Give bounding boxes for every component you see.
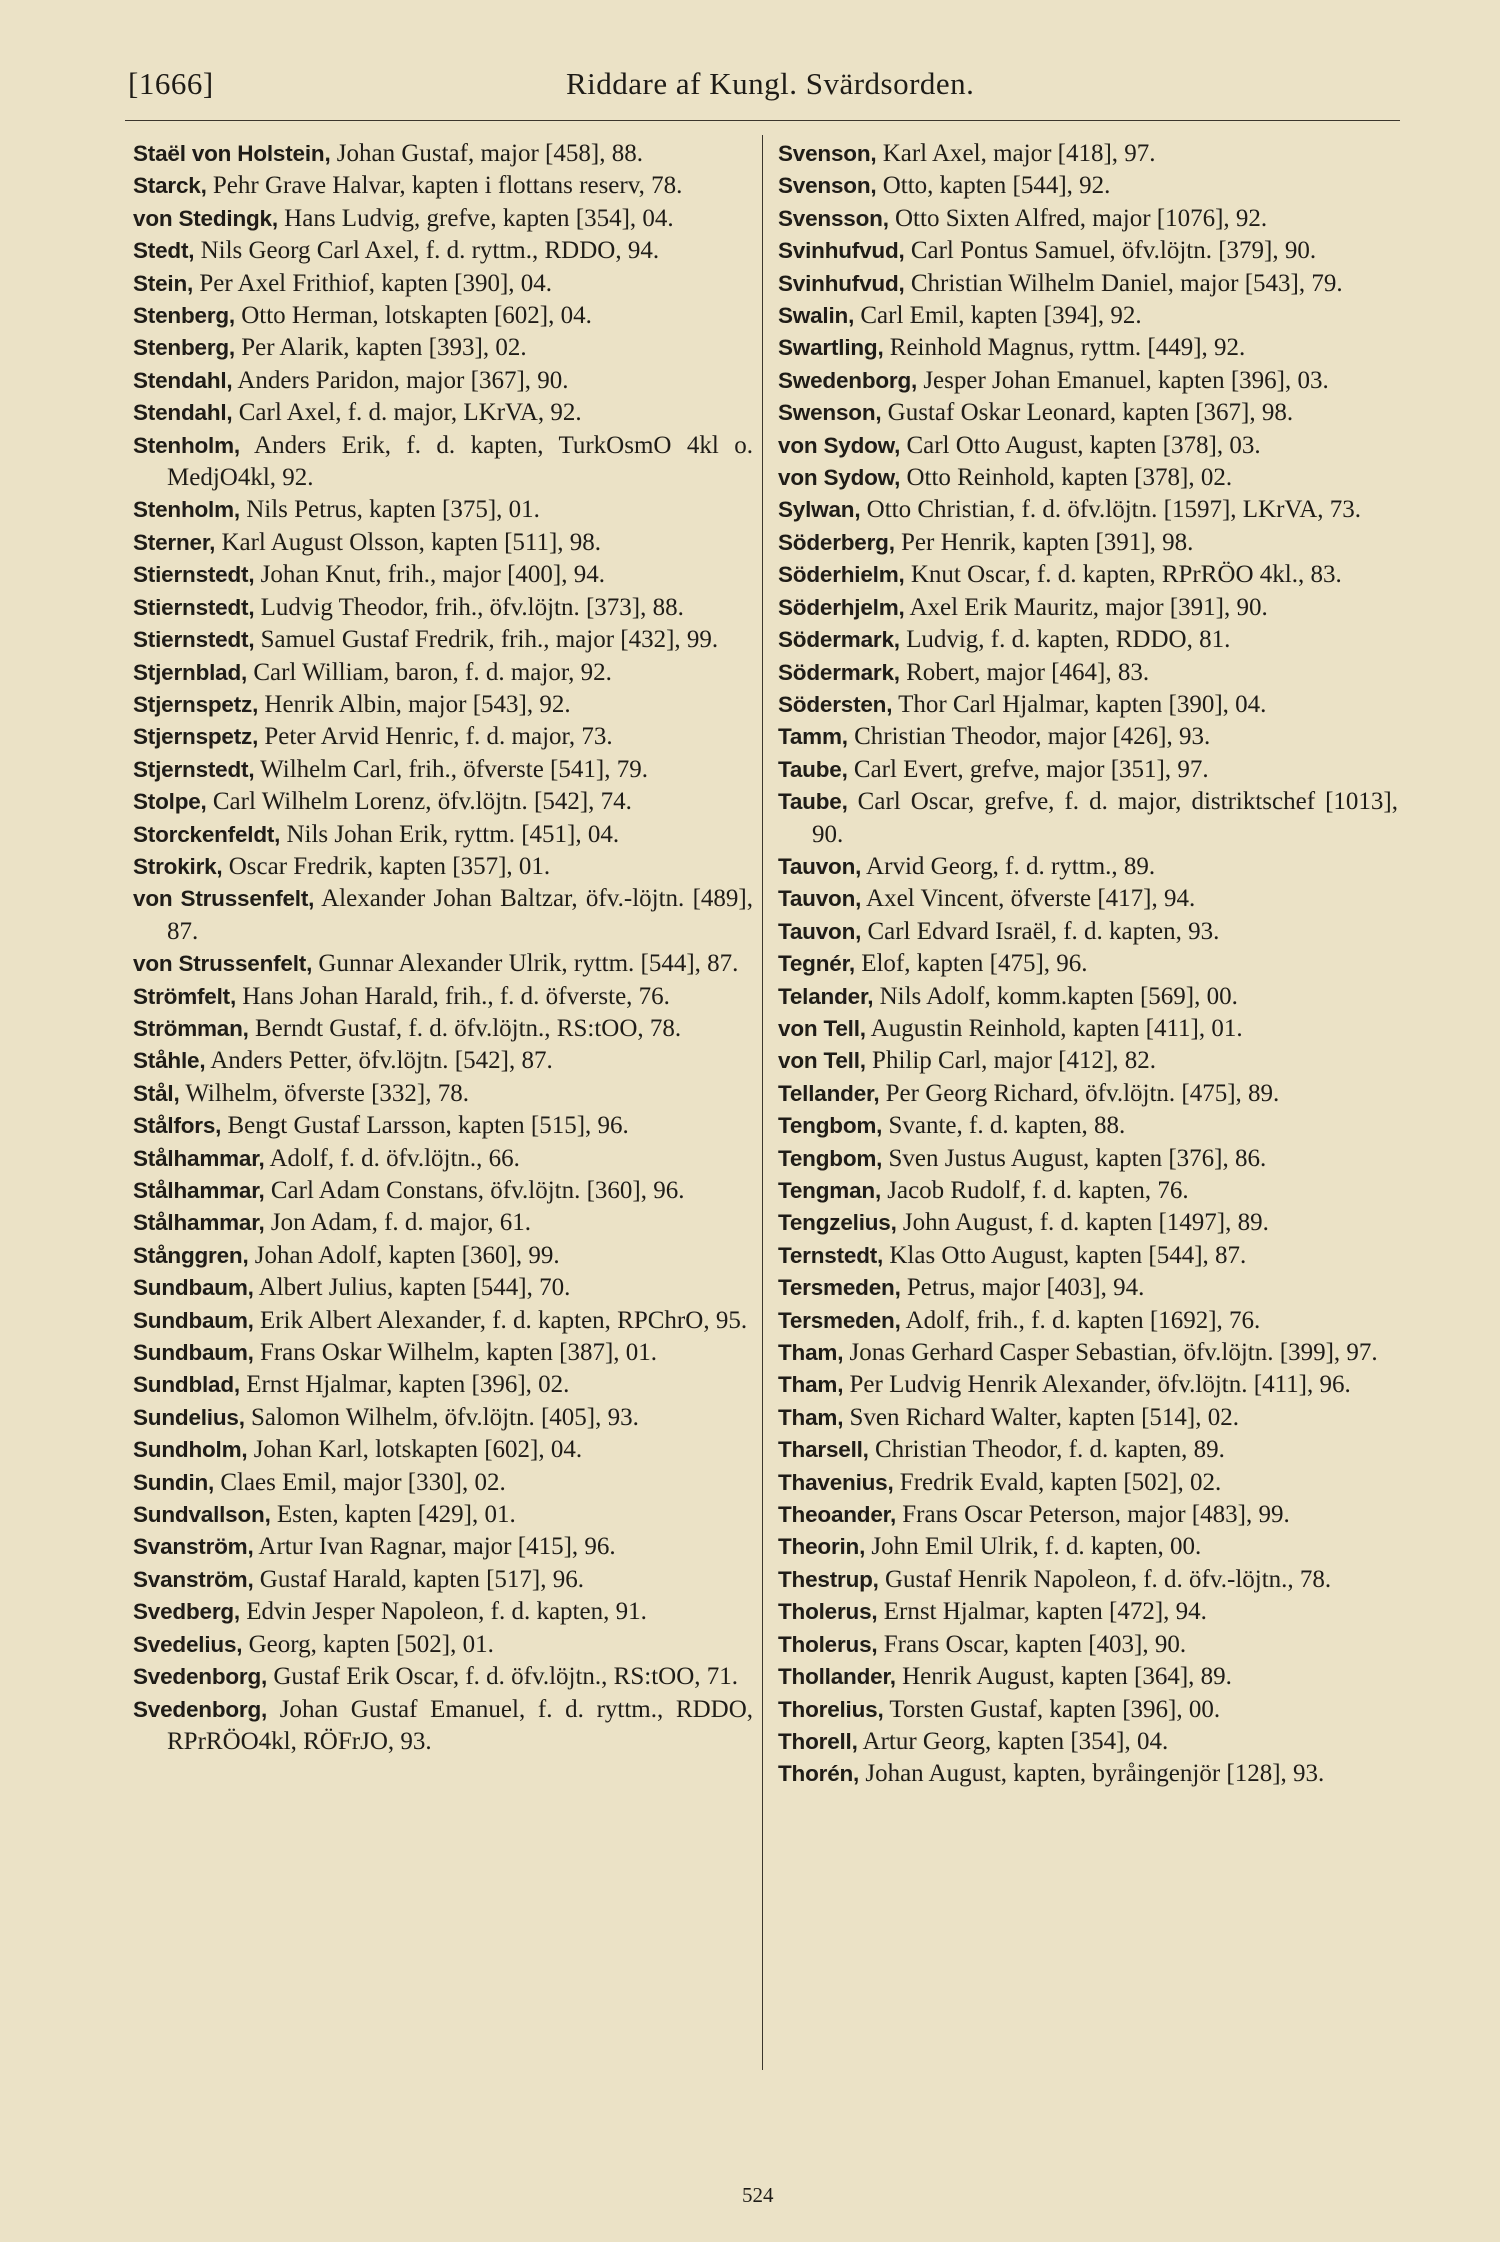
entry-surname: Stein, [133, 270, 194, 296]
entry-surname: Swenson, [778, 400, 882, 426]
entry-surname: Stenberg, [133, 335, 235, 361]
entry-surname: Svedelius, [133, 1631, 243, 1657]
entry-details: Frans Oscar Peterson, major [483], 99. [896, 1501, 1290, 1529]
register-entry [778, 1726, 1398, 1758]
entry-surname: Svensson, [778, 205, 889, 231]
entry-surname: Svanström, [133, 1534, 254, 1560]
entry-details: Otto Sixten Alfred, major [1076], 92. [888, 204, 1268, 232]
entry-surname: von Sydow, [778, 432, 901, 458]
entry-details: Axel Erik Mauritz, major [391], 90. [904, 593, 1268, 621]
entry-details: Christian Theodor, major [426], 93. [847, 723, 1211, 751]
register-entry [133, 1434, 753, 1466]
entry-surname: Tham, [778, 1372, 844, 1398]
entry-details: Gustaf Oskar Leonard, kapten [367], 98. [881, 399, 1294, 427]
entry-surname: Söderberg, [778, 529, 895, 555]
entry-surname: Starck, [133, 173, 207, 199]
entry-details: Ernst Hjalmar, kapten [472], 94. [877, 1598, 1207, 1626]
entry-details: Elof, kapten [475], 96. [854, 950, 1088, 978]
entry-details: Per Axel Frithiof, kapten [390], 04. [193, 269, 553, 297]
register-entry [778, 1758, 1398, 1790]
entry-surname: Tholerus, [778, 1599, 878, 1625]
entry-details: Carl Adam Constans, öfv.löjtn. [360], 96. [264, 1177, 685, 1204]
entry-surname: Strömman, [133, 1015, 249, 1041]
entry-surname: Theorin, [778, 1534, 866, 1560]
entry-details: Philip Carl, major [412], 82. [865, 1047, 1157, 1075]
entry-surname: Tharsell, [778, 1437, 869, 1463]
entry-surname: Sundelius, [133, 1404, 245, 1430]
entry-details: Otto Reinhold, kapten [378], 02. [900, 464, 1233, 492]
entry-surname: Theoander, [778, 1502, 897, 1528]
entry-details: Anders Petter, öfv.löjtn. [542], 87. [205, 1047, 553, 1075]
entry-details: John August, f. d. kapten [1497], 89. [896, 1209, 1269, 1237]
entry-details: Artur Ivan Ragnar, major [415], 96. [253, 1533, 616, 1561]
register-entry [133, 1143, 753, 1175]
register-entry [133, 1402, 753, 1434]
entry-details: Gustaf Harald, kapten [517], 96. [253, 1565, 585, 1593]
entry-details: Thor Carl Hjalmar, kapten [390], 04. [892, 690, 1267, 718]
entry-surname: Sterner, [133, 529, 216, 555]
entry-surname: von Strussenfelt, [133, 886, 315, 912]
register-entry [778, 721, 1398, 753]
entry-surname: Tholerus, [778, 1631, 878, 1657]
entry-surname: Tersmeden, [778, 1307, 901, 1333]
entry-details: Carl William, baron, f. d. major, 92. [247, 658, 612, 686]
register-entry [778, 1629, 1398, 1661]
running-title: Riddare af Kungl. Svärdsorden. [566, 66, 975, 101]
register-entry [778, 1661, 1398, 1693]
entry-surname: Tham, [778, 1340, 844, 1366]
entry-details: Hans Ludvig, grefve, kapten [354], 04. [277, 204, 674, 232]
entry-details: Carl Axel, f. d. major, LKrVA, 92. [232, 399, 582, 427]
left-column [133, 138, 753, 1758]
entry-details: Axel Vincent, öfverste [417], 94. [861, 885, 1196, 913]
register-entry [133, 430, 753, 495]
entry-surname: Svinhufvud, [778, 238, 905, 264]
register-entry [133, 138, 753, 170]
register-entry [778, 1434, 1398, 1466]
register-entry [778, 1305, 1398, 1337]
register-entry [778, 1175, 1398, 1207]
entry-details: Henrik August, kapten [364], 89. [895, 1663, 1232, 1691]
entry-details: Carl Otto August, kapten [378], 03. [900, 431, 1261, 459]
register-entry [778, 689, 1398, 721]
register-entry [133, 721, 753, 753]
entry-details: Otto, kapten [544], 92. [876, 172, 1111, 200]
register-entry [778, 1272, 1398, 1304]
entry-details: Erik Albert Alexander, f. d. kapten, RPChrO, 95. [253, 1306, 748, 1334]
entry-surname: Ternstedt, [778, 1242, 884, 1268]
register-entry [778, 1369, 1398, 1401]
entry-details: Claes Emil, major [330], 02. [214, 1468, 506, 1496]
page-reference-number: [1666] [128, 66, 214, 101]
register-entry [133, 1369, 753, 1401]
entry-details: Jon Adam, f. d. major, 61. [264, 1209, 531, 1237]
entry-details: Alexander Johan Baltzar, öfv.-löjtn. [489], 87. [167, 885, 753, 945]
register-entry [778, 332, 1398, 364]
register-entry [133, 1240, 753, 1272]
register-entry [133, 170, 753, 202]
entry-details: Carl Emil, kapten [394], 92. [854, 302, 1142, 330]
entry-details: Otto Herman, lotskapten [602], 04. [234, 302, 592, 330]
entry-details: Sven Richard Walter, kapten [514], 02. [843, 1403, 1239, 1431]
entry-surname: Tengman, [778, 1178, 881, 1203]
entry-surname: Tauvon, [778, 886, 862, 912]
register-entry [133, 851, 753, 883]
entry-details: Hans Johan Harald, frih., f. d. öfverste, 76. [236, 982, 670, 1010]
entry-surname: Swartling, [778, 335, 884, 361]
entry-details: Adolf, frih., f. d. kapten [1692], 76. [900, 1306, 1261, 1334]
column-divider [762, 135, 763, 2070]
entry-surname: Stedt, [133, 238, 195, 264]
register-entry [133, 1110, 753, 1142]
register-entry [133, 1305, 753, 1337]
entry-details: Torsten Gustaf, kapten [396], 00. [883, 1695, 1221, 1723]
entry-surname: Ståhle, [133, 1048, 206, 1074]
entry-details: Ludvig Theodor, frih., öfv.löjtn. [373], 88. [254, 593, 684, 621]
entry-details: Artur Georg, kapten [354], 04. [857, 1727, 1169, 1755]
register-entry [133, 819, 753, 851]
entry-details: Henrik Albin, major [543], 92. [258, 690, 571, 718]
entry-surname: Tengzelius, [778, 1210, 897, 1236]
register-entry [133, 268, 753, 300]
entry-surname: Sylwan, [778, 497, 861, 523]
register-entry [778, 1045, 1398, 1077]
register-entry [778, 883, 1398, 915]
entry-details: Carl Oscar, grefve, f. d. major, distriktschef [1013], 90. [812, 788, 1398, 848]
entry-surname: Tham, [778, 1404, 844, 1430]
register-entry [778, 203, 1398, 235]
entry-details: Esten, kapten [429], 01. [270, 1501, 516, 1529]
entry-details: Pehr Grave Halvar, kapten i flottans reserv, 78. [206, 172, 683, 200]
register-entry [133, 559, 753, 591]
register-entry [778, 851, 1398, 883]
register-entry [778, 397, 1398, 429]
entry-surname: Sundbaum, [133, 1307, 254, 1333]
register-entry [133, 948, 753, 980]
entry-details: Per Alarik, kapten [393], 02. [234, 334, 527, 362]
register-entry [778, 916, 1398, 948]
entry-details: Carl Wilhelm Lorenz, öfv.löjtn. [542], 74. [206, 788, 632, 816]
entry-surname: Söderhielm, [778, 562, 905, 588]
entry-details: Klas Otto August, kapten [544], 87. [883, 1241, 1247, 1269]
entry-details: Christian Wilhelm Daniel, major [543], 79. [904, 269, 1343, 297]
entry-surname: Thavenius, [778, 1469, 894, 1495]
register-entry [778, 430, 1398, 462]
register-entry [133, 981, 753, 1013]
entry-details: Jesper Johan Emanuel, kapten [396], 03. [917, 366, 1329, 394]
entry-surname: Svenson, [778, 141, 877, 166]
entry-surname: von Stedingk, [133, 205, 278, 231]
entry-details: Christian Theodor, f. d. kapten, 89. [868, 1436, 1225, 1464]
entry-surname: Söderhjelm, [778, 594, 905, 620]
entry-details: Carl Pontus Samuel, öfv.löjtn. [379], 90. [904, 237, 1317, 265]
entry-surname: Tauvon, [778, 853, 862, 879]
register-entry [133, 1499, 753, 1531]
entry-surname: Sundholm, [133, 1437, 248, 1463]
entry-surname: Södersten, [778, 691, 893, 717]
entry-surname: Swalin, [778, 303, 855, 329]
register-entry [133, 1467, 753, 1499]
entry-surname: Stolpe, [133, 789, 207, 815]
entry-details: Nils Johan Erik, ryttm. [451], 04. [280, 820, 620, 848]
entry-surname: Thorelius, [778, 1696, 884, 1722]
entry-details: Frans Oscar, kapten [403], 90. [877, 1630, 1187, 1658]
register-entry [778, 1531, 1398, 1563]
entry-surname: Tellander, [778, 1080, 880, 1106]
entry-details: Nils Georg Carl Axel, f. d. ryttm., RDDO, 94. [194, 237, 660, 265]
register-entry [778, 592, 1398, 624]
register-entry [778, 1402, 1398, 1434]
entry-surname: Svedberg, [133, 1599, 240, 1625]
entry-surname: Stiernstedt, [133, 562, 255, 588]
entry-surname: Svanström, [133, 1566, 254, 1592]
entry-surname: Svinhufvud, [778, 270, 905, 296]
entry-surname: Stjernspetz, [133, 724, 259, 750]
register-entry [133, 1629, 753, 1661]
register-entry [133, 203, 753, 235]
register-entry [778, 1240, 1398, 1272]
entry-surname: Staël von Holstein, [133, 141, 331, 166]
register-entry [133, 527, 753, 559]
entry-surname: Stendahl, [133, 367, 233, 393]
entry-surname: von Tell, [778, 1015, 866, 1041]
register-entry [778, 1013, 1398, 1045]
register-entry [133, 1013, 753, 1045]
entry-surname: Stjernblad, [133, 659, 248, 685]
entry-details: Adolf, f. d. öfv.löjtn., 66. [264, 1144, 520, 1172]
entry-surname: Thorell, [778, 1728, 858, 1754]
entry-details: Karl August Olsson, kapten [511], 98. [215, 528, 602, 556]
register-entry [133, 1272, 753, 1304]
entry-surname: Stånggren, [133, 1242, 249, 1268]
entry-details: Knut Oscar, f. d. kapten, RPrRÖO 4kl., 83. [904, 561, 1342, 589]
register-entry [133, 689, 753, 721]
entry-details: Johan Knut, frih., major [400], 94. [254, 561, 606, 589]
entry-surname: Södermark, [778, 659, 900, 685]
register-entry [133, 1661, 753, 1693]
register-entry [778, 1078, 1398, 1110]
entry-details: Wilhelm Carl, frih., öfverste [541], 79. [254, 755, 648, 783]
entry-details: Carl Evert, grefve, major [351], 97. [847, 755, 1209, 783]
register-entry [133, 1564, 753, 1596]
register-entry [778, 624, 1398, 656]
entry-details: Frans Oskar Wilhelm, kapten [387], 01. [253, 1339, 658, 1367]
register-entry [133, 332, 753, 364]
entry-details: Karl Axel, major [418], 97. [876, 140, 1156, 167]
register-entry [133, 1694, 753, 1759]
register-entry [133, 1531, 753, 1563]
entry-surname: Stenholm, [133, 432, 240, 458]
entry-surname: von Tell, [778, 1048, 866, 1074]
register-entry [133, 1596, 753, 1628]
entry-surname: Stendahl, [133, 400, 233, 426]
entry-surname: Stenberg, [133, 303, 235, 329]
entry-surname: Stjernstedt, [133, 756, 255, 782]
entry-details: Johan Adolf, kapten [360], 99. [248, 1241, 560, 1269]
entry-details: Ernst Hjalmar, kapten [396], 02. [239, 1371, 570, 1399]
entry-details: Albert Julius, kapten [544], 70. [253, 1274, 571, 1302]
entry-details: Fredrik Evald, kapten [502], 02. [893, 1468, 1222, 1496]
entry-surname: Stål, [133, 1080, 180, 1106]
register-entry [778, 1337, 1398, 1369]
entry-surname: Stålhammar, [133, 1178, 265, 1203]
entry-surname: Stiernstedt, [133, 627, 255, 653]
register-entry [133, 657, 753, 689]
entry-surname: Södermark, [778, 627, 900, 653]
header-rule [125, 120, 1400, 121]
entry-details: Svante, f. d. kapten, 88. [882, 1112, 1126, 1140]
register-entry [778, 1694, 1398, 1726]
entry-surname: Strömfelt, [133, 983, 237, 1009]
entry-details: Nils Adolf, komm.kapten [569], 00. [873, 982, 1238, 1010]
entry-details: Gustaf Erik Oscar, f. d. öfv.löjtn., RS:tOO, 71. [267, 1663, 739, 1691]
register-entry [133, 1207, 753, 1239]
entry-surname: Svedenborg, [133, 1664, 268, 1690]
entry-surname: Swedenborg, [778, 367, 918, 393]
entry-surname: Strokirk, [133, 853, 223, 879]
register-entry [778, 1596, 1398, 1628]
entry-details: Jacob Rudolf, f. d. kapten, 76. [881, 1177, 1189, 1204]
register-entry [778, 1564, 1398, 1596]
entry-details: Otto Christian, f. d. öfv.löjtn. [1597], LKrVA, 73. [860, 496, 1362, 524]
entry-details: John Emil Ulrik, f. d. kapten, 00. [865, 1533, 1202, 1561]
entry-details: Per Georg Richard, öfv.löjtn. [475], 89. [879, 1079, 1280, 1107]
entry-details: Johan Gustaf Emanuel, f. d. ryttm., RDDO, RPrRÖO4kl, RÖFrJO, 93. [167, 1695, 753, 1755]
register-entry [133, 786, 753, 818]
register-entry [778, 170, 1398, 202]
entry-surname: Sundblad, [133, 1372, 240, 1398]
register-entry [778, 1467, 1398, 1499]
entry-details: Reinhold Magnus, ryttm. [449], 92. [883, 334, 1246, 362]
entry-details: Per Henrik, kapten [391], 98. [894, 528, 1194, 556]
register-entry [133, 1337, 753, 1369]
entry-surname: Stjernspetz, [133, 691, 259, 717]
entry-details: Johan Gustaf, major [458], 88. [330, 140, 643, 167]
entry-details: Gunnar Alexander Ulrik, ryttm. [544], 87. [312, 950, 739, 978]
entry-details: Bengt Gustaf Larsson, kapten [515], 96. [221, 1112, 629, 1140]
register-entry [778, 786, 1398, 851]
entry-details: Jonas Gerhard Casper Sebastian, öfv.löjtn. [399], 97. [843, 1339, 1378, 1367]
entry-surname: Telander, [778, 983, 874, 1009]
entry-details: Peter Arvid Henric, f. d. major, 73. [258, 723, 613, 751]
entry-surname: Stiernstedt, [133, 594, 255, 620]
page-header [128, 66, 1398, 116]
entry-surname: Thestrup, [778, 1566, 879, 1592]
entry-details: Carl Edvard Israël, f. d. kapten, 93. [861, 917, 1220, 945]
entry-details: Oscar Fredrik, kapten [357], 01. [222, 852, 551, 880]
register-entry [778, 138, 1398, 170]
entry-surname: Sundin, [133, 1469, 215, 1495]
entry-surname: Stålhammar, [133, 1210, 265, 1236]
entry-surname: Tengbom, [778, 1113, 883, 1139]
entry-surname: Tauvon, [778, 918, 862, 944]
register-entry [778, 1110, 1398, 1142]
entry-surname: Sundbaum, [133, 1275, 254, 1301]
register-entry [778, 235, 1398, 267]
register-entry [778, 1207, 1398, 1239]
entry-details: Berndt Gustaf, f. d. öfv.löjtn., RS:tOO, 78. [248, 1014, 682, 1042]
entry-surname: Stålhammar, [133, 1145, 265, 1171]
entry-details: Anders Paridon, major [367], 90. [232, 366, 569, 394]
register-entry [133, 365, 753, 397]
entry-surname: Svedenborg, [133, 1696, 268, 1722]
register-entry [778, 365, 1398, 397]
register-entry [133, 235, 753, 267]
entry-details: Johan Karl, lotskapten [602], 04. [247, 1436, 583, 1464]
entry-details: Robert, major [464], 83. [899, 658, 1150, 686]
register-entry [133, 300, 753, 332]
register-entry [778, 300, 1398, 332]
entry-surname: Stålfors, [133, 1113, 222, 1139]
entry-surname: Thorén, [778, 1761, 860, 1787]
register-entry [133, 624, 753, 656]
register-entry [133, 883, 753, 948]
register-entry [778, 754, 1398, 786]
entry-details: Nils Petrus, kapten [375], 01. [239, 496, 540, 524]
register-entry [133, 754, 753, 786]
entry-surname: Tersmeden, [778, 1275, 901, 1301]
register-entry [778, 948, 1398, 980]
register-entry [133, 1078, 753, 1110]
entry-details: Arvid Georg, f. d. ryttm., 89. [861, 852, 1156, 880]
register-entry [133, 1045, 753, 1077]
entry-details: Johan August, kapten, byråingenjör [128], 93. [859, 1760, 1325, 1788]
entry-surname: von Sydow, [778, 465, 901, 491]
entry-surname: Sundvallson, [133, 1502, 271, 1528]
entry-surname: Tengbom, [778, 1145, 883, 1171]
register-entry [778, 527, 1398, 559]
entry-details: Salomon Wilhelm, öfv.löjtn. [405], 93. [244, 1403, 639, 1431]
entry-surname: Sundbaum, [133, 1340, 254, 1366]
register-entry [778, 981, 1398, 1013]
register-entry [778, 462, 1398, 494]
register-entry [133, 494, 753, 526]
register-entry [778, 559, 1398, 591]
right-column [778, 138, 1398, 1791]
register-entry [133, 592, 753, 624]
entry-details: Wilhelm, öfverste [332], 78. [179, 1079, 469, 1107]
entry-surname: Taube, [778, 789, 848, 815]
entry-details: Sven Justus August, kapten [376], 86. [882, 1144, 1267, 1172]
register-entry [133, 1175, 753, 1207]
register-entry [778, 268, 1398, 300]
register-entry [778, 494, 1398, 526]
entry-details: Augustin Reinhold, kapten [411], 01. [865, 1014, 1243, 1042]
register-entry [778, 657, 1398, 689]
entry-surname: Stenholm, [133, 497, 240, 523]
entry-details: Ludvig, f. d. kapten, RDDO, 81. [899, 626, 1231, 654]
entry-details: Gustaf Henrik Napoleon, f. d. öfv.-löjtn., 78. [878, 1565, 1332, 1593]
entry-details: Edvin Jesper Napoleon, f. d. kapten, 91. [240, 1598, 647, 1626]
entry-details: Per Ludvig Henrik Alexander, öfv.löjtn. [411], 96. [843, 1371, 1351, 1399]
entry-surname: Tegnér, [778, 951, 855, 977]
entry-details: Anders Erik, f. d. kapten, TurkOsmO 4kl o. MedjO4kl, 92. [167, 431, 753, 492]
entry-surname: Thollander, [778, 1664, 896, 1690]
entry-surname: Taube, [778, 756, 848, 782]
entry-surname: Svenson, [778, 173, 877, 199]
register-entry [133, 397, 753, 429]
entry-surname: von Strussenfelt, [133, 951, 313, 977]
entry-details: Petrus, major [403], 94. [900, 1274, 1145, 1302]
register-entry [778, 1499, 1398, 1531]
page-folio: 524 [742, 2183, 774, 2207]
entry-details: Georg, kapten [502], 01. [242, 1630, 494, 1658]
entry-surname: Storckenfeldt, [133, 821, 281, 847]
entry-details: Samuel Gustaf Fredrik, frih., major [432], 99. [254, 626, 719, 654]
entry-surname: Tamm, [778, 724, 848, 750]
register-entry [778, 1143, 1398, 1175]
